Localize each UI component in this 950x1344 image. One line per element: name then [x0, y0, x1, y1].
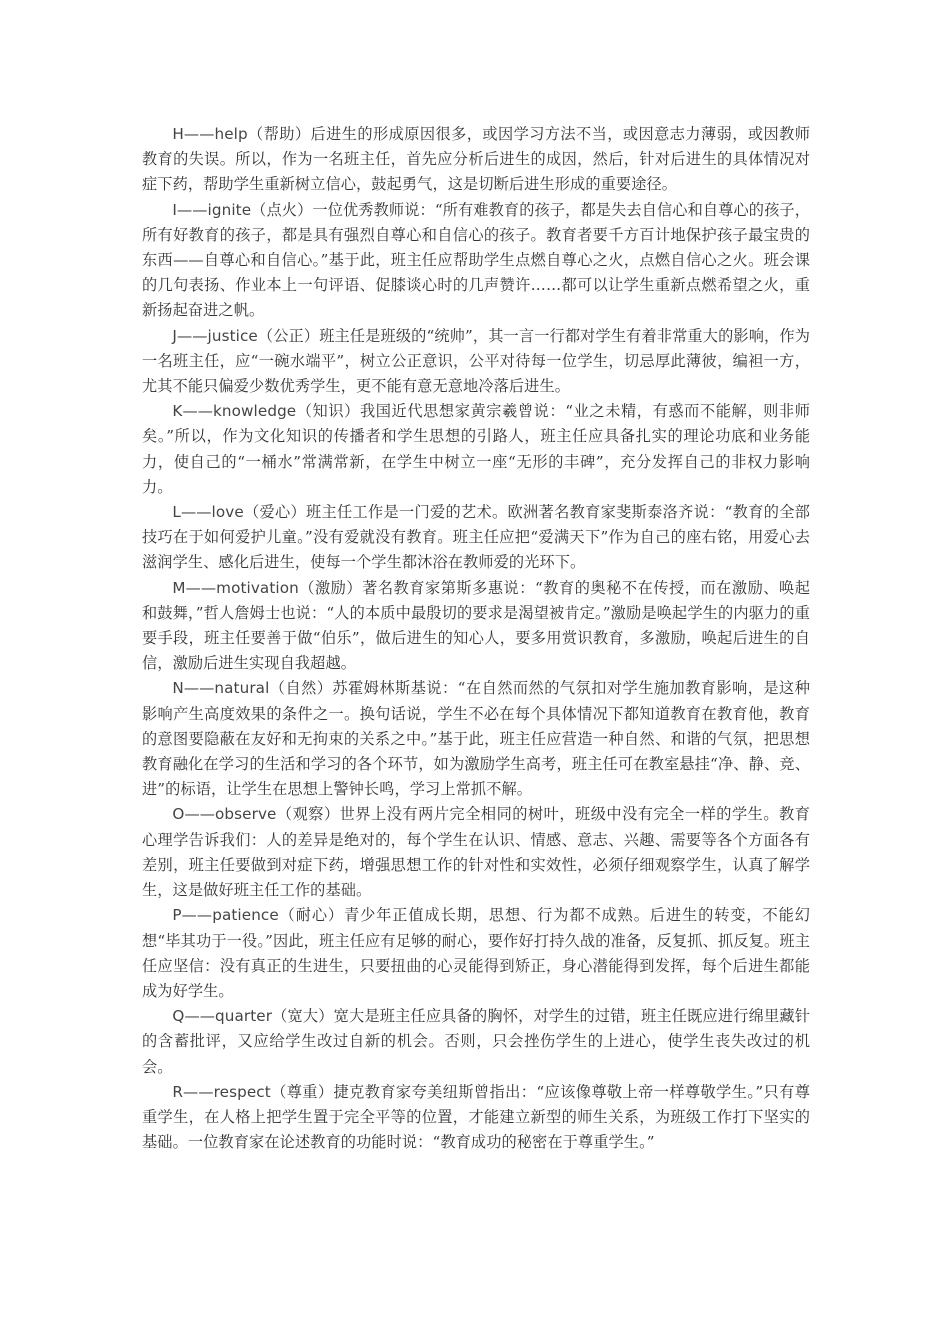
- paragraph-text: 班主任是班级的“统帅”，其一言一行都对学生有着非常重大的影响，作为一名班主任，应“一碗水端平”，树立公正意识，公平对待每一位学生，切忌厚此薄彼，编袒一方，尤其不能只偏爱少数优秀学生，更不能有意无意地冷落后进生。: [142, 326, 810, 396]
- paragraph-j: [142, 324, 810, 400]
- paragraph-keyword: J——justice: [172, 326, 258, 345]
- paragraph-text: 我国近代思想家黄宗羲曾说：“业之未精，有惑而不能解，则非师矣。”所以，作为文化知识的传播者和学生思想的引路人，班主任应具备扎实的理论功底和业务能力，使自己的“一桶水”常满常新，在学生中树立一座“无形的丰碑”，充分发挥自己的非权力影响力。: [142, 402, 810, 496]
- paragraph-gloss: （耐心）: [278, 906, 345, 925]
- paragraph-k: [142, 399, 810, 500]
- paragraph-r: [142, 1080, 810, 1156]
- paragraph-keyword: H——help: [172, 125, 248, 143]
- paragraph-i: [142, 198, 810, 324]
- paragraph-keyword: K——knowledge: [172, 402, 297, 421]
- paragraph-text: 一位优秀教师说：“所有难教育的孩子，都是失去自信心和自尊心的孩子，所有好教育的孩子，都是具有强烈自尊心和自信心的孩子。教育者要千方百计地保护孩子最宝贵的东西——自尊心和自信心。”基于此，班主任应帮助学生点燃自尊心之火，点燃自信心之火。班会课的几句表扬、作业本上一句评语、促膝谈心时的几声赞许……都可以让学生重新点燃希望之火，重新扬起奋进之帆。: [142, 200, 810, 320]
- paragraph-keyword: Q——quarter: [172, 1007, 273, 1026]
- paragraph-m: [142, 576, 810, 677]
- paragraph-text: 后进生的形成原因很多，或因学习方法不当，或因意志力薄弱，或因教师教育的失误。所以，作为一名班主任，首先应分析后进生的成因，然后，针对后进生的具体情况对症下药，帮助学生重新树立信心，鼓起勇气，这是切断后进生形成的重要途径。: [142, 125, 810, 194]
- paragraph-gloss: （点火）: [251, 200, 313, 219]
- paragraph-gloss: （知识）: [296, 402, 360, 421]
- paragraph-q: [142, 1004, 810, 1080]
- paragraph-gloss: （尊重）: [270, 1082, 334, 1101]
- paragraph-text: 苏霍姆林斯基说：“在自然而然的气氛扣对学生施加教育影响，是这种影响产生高度效果的条件之一。换句话说，学生不必在每个具体情况下都知道教育在教育他，教育的意图要隐蔽在友好和无拘束的关系之中。”基于此，班主任应营造一种自然、和谐的气氛，把思想教育融化在学习的生活和学习的各个环节，如为激励学生高考，班主任可在教室悬挂“净、静、竞、进”的标语，让学生在思想上警钟长鸣，学习上常抓不解。: [142, 679, 810, 799]
- paragraph-gloss: （宽大）: [272, 1007, 334, 1026]
- paragraph-keyword: M——motivation: [172, 578, 299, 597]
- paragraph-keyword: L——love: [172, 503, 244, 522]
- paragraph-text: 世界上没有两片完全相同的树叶，班级中没有完全一样的学生。教育心理学告诉我们：人的差异是绝对的，每个学生在认识、情感、意志、兴趣、需要等各个方面各有差别，班主任要做到对症下药，增强思想工作的针对性和实效性，必须仔细观察学生，认真了解学生，这是做好班主任工作的基础。: [142, 805, 810, 900]
- paragraph-o: [142, 802, 810, 903]
- paragraph-text: 宽大是班主任应具备的胸怀，对学生的过错，班主任既应进行绵里藏针的含蓄批评，又应给学生改过自新的机会。否则，只会挫伤学生的上进心，使学生丧失改过的机会。: [142, 1007, 810, 1076]
- paragraph-p: [142, 903, 810, 1004]
- paragraph-keyword: I——ignite: [172, 200, 252, 219]
- paragraph-gloss: （自然）: [269, 679, 333, 698]
- document-body: [142, 122, 810, 1155]
- paragraph-gloss: （帮助）: [247, 125, 311, 143]
- paragraph-h: [142, 122, 810, 198]
- paragraph-text: 青少年正值成长期，思想、行为都不成熟。后进生的转变，不能幻想“毕其功于一役。”因此，班主任应有足够的耐心，要作好打持久战的准备，反复抓、抓反复。班主任应坚信：没有真正的生进生，只要扭曲的心灵能得到矫正，身心潜能得到发挥，每个后进生都能成为好学生。: [142, 906, 810, 1000]
- paragraph-keyword: R——respect: [172, 1082, 271, 1101]
- paragraph-keyword: O——observe: [172, 805, 277, 824]
- paragraph-keyword: N——natural: [172, 679, 270, 698]
- paragraph-text: 捷克教育家夸美纽斯曾指出：“应该像尊敬上帝一样尊敬学生。”只有尊重学生，在人格上把学生置于完全平等的位置，才能建立新型的师生关系，为班级工作打下坚实的基础。一位教育家在论述教育的功能时说：“教育成功的秘密在于尊重学生。”: [142, 1082, 810, 1152]
- paragraph-gloss: （激励）: [298, 578, 363, 597]
- paragraph-keyword: P——patience: [172, 906, 279, 925]
- paragraph-gloss: （爱心）: [243, 503, 307, 522]
- paragraph-text: 著名教育家第斯多惠说：“教育的奥秘不在传授，而在激励、唤起和鼓舞，”哲人詹姆士也说：“人的本质中最殷切的要求是渴望被肯定。”激励是唤起学生的内驱力的重要手段，班主任要善于做“伯乐”，做后进生的知心人，要多用赏识教育，多激励，唤起后进生的自信，激励后进生实现自我超越。: [142, 578, 810, 673]
- paragraph-text: 班主任工作是一门爱的艺术。欧洲著名教育家斐斯泰洛齐说：“教育的全部技巧在于如何爱护儿童。”没有爱就没有教育。班主任应把“爱满天下”作为自己的座右铭，用爱心去滋润学生、感化后进生，使每一个学生都沐浴在教师爱的光环下。: [142, 503, 810, 572]
- paragraph-gloss: （公正）: [257, 326, 320, 345]
- paragraph-gloss: （观察）: [276, 805, 340, 824]
- paragraph-l: [142, 500, 810, 576]
- paragraph-n: [142, 676, 810, 802]
